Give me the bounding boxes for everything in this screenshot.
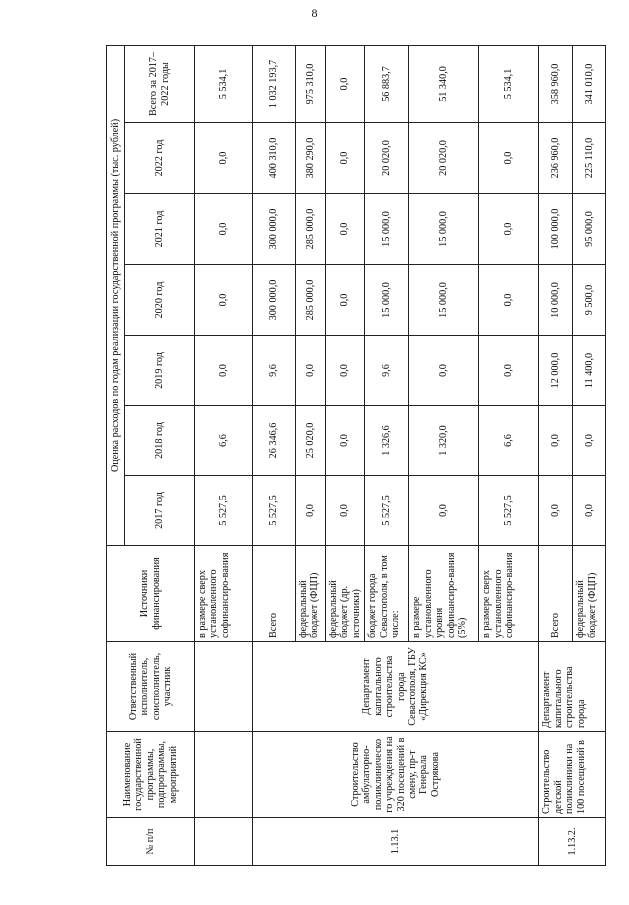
empty-cell [195, 642, 253, 732]
value-cell: 1 326,6 [365, 406, 409, 476]
total-cell: 56 883,7 [365, 45, 409, 122]
value-cell: 0,0 [573, 406, 606, 476]
value-cell: 20 020,0 [409, 123, 479, 194]
value-cell: 0,0 [195, 265, 253, 336]
header-name: Наименование государственной программы, подпрограммы, мероприятий [107, 732, 195, 818]
source-cell: в размере сверх установленного софинансиро-вания [195, 546, 253, 642]
total-cell: 341 010,0 [573, 45, 606, 122]
table-row [539, 45, 573, 865]
value-cell: 285 000,0 [296, 194, 326, 265]
total-cell: 0,0 [326, 45, 365, 122]
value-cell: 10 000,0 [539, 265, 573, 336]
value-cell: 6,6 [195, 406, 253, 476]
header-year: 2020 год [125, 265, 195, 336]
value-cell: 285 000,0 [296, 265, 326, 336]
header-year: 2019 год [125, 336, 195, 406]
value-cell: 0,0 [326, 265, 365, 336]
value-cell: 225 110,0 [573, 123, 606, 194]
value-cell: 0,0 [326, 194, 365, 265]
total-cell: 5 534,1 [195, 45, 253, 122]
empty-cell [195, 732, 253, 818]
header-source: Источники финансирования [107, 546, 195, 642]
value-cell: 0,0 [326, 336, 365, 406]
value-cell: 25 020,0 [296, 406, 326, 476]
value-cell: 300 000,0 [253, 265, 296, 336]
value-cell: 5 527,5 [479, 476, 539, 546]
value-cell: 15 000,0 [365, 265, 409, 336]
header-year: 2021 год [125, 194, 195, 265]
source-cell: Всего [253, 546, 296, 642]
value-cell: 26 346,6 [253, 406, 296, 476]
empty-cell [195, 818, 253, 866]
value-cell: 0,0 [409, 336, 479, 406]
item-executor: Департамент капитального строительства города Севастополя, ГБУ «Дирекция КС» [253, 642, 539, 732]
item-name: Строительство амбулаторно-поликлиническо го учреждения на 320 посещений в смену, пр-т Генерала Острякова [253, 732, 539, 818]
value-cell: 95 000,0 [573, 194, 606, 265]
total-cell: 5 534,1 [479, 45, 539, 122]
value-cell: 5 527,5 [253, 476, 296, 546]
value-cell: 9,6 [253, 336, 296, 406]
value-cell: 9,6 [365, 336, 409, 406]
value-cell: 0,0 [195, 194, 253, 265]
value-cell: 20 020,0 [365, 123, 409, 194]
value-cell: 0,0 [326, 406, 365, 476]
source-cell: в размере сверх установленного софинансиро-вания [479, 546, 539, 642]
value-cell: 0,0 [296, 476, 326, 546]
value-cell: 11 400,0 [573, 336, 606, 406]
value-cell: 15 000,0 [409, 194, 479, 265]
value-cell: 0,0 [479, 123, 539, 194]
budget-table [106, 45, 606, 866]
value-cell: 0,0 [409, 476, 479, 546]
value-cell: 0,0 [479, 265, 539, 336]
value-cell: 0,0 [539, 476, 573, 546]
rotated-table-wrapper [106, 46, 596, 866]
value-cell: 236 960,0 [539, 123, 573, 194]
table-row [253, 45, 296, 865]
item-number: 1.13.2. [539, 818, 606, 866]
source-cell: федеральный бюджет (др. источники) [326, 546, 365, 642]
value-cell: 0,0 [573, 476, 606, 546]
value-cell: 0,0 [479, 194, 539, 265]
item-name: Строительство детской поликлиники на 100 посещений в [539, 732, 606, 818]
header-num: № п/п [107, 818, 195, 866]
value-cell: 0,0 [195, 123, 253, 194]
source-cell: федеральный бюджет (ФЦП) [573, 546, 606, 642]
value-cell: 5 527,5 [195, 476, 253, 546]
value-cell: 0,0 [326, 476, 365, 546]
total-cell: 1 032 193,7 [253, 45, 296, 122]
total-cell: 975 310,0 [296, 45, 326, 122]
source-cell: в размере установленного уровня софинансиро-вания (5%) [409, 546, 479, 642]
page-number: 8 [311, 6, 318, 20]
source-cell: федеральный бюджет (ФЦП) [296, 546, 326, 642]
total-cell: 358 960,0 [539, 45, 573, 122]
header-year: 2017 год [125, 476, 195, 546]
header-year: 2018 год [125, 406, 195, 476]
value-cell: 0,0 [479, 336, 539, 406]
header-year: 2022 год [125, 123, 195, 194]
table-row [195, 45, 253, 865]
value-cell: 1 320,0 [409, 406, 479, 476]
source-cell: Всего [539, 546, 573, 642]
value-cell: 300 000,0 [253, 194, 296, 265]
value-cell: 6,6 [479, 406, 539, 476]
item-number: 1.13.1 [253, 818, 539, 866]
header-estimate-group: Оценка расходов по годам реализации государственной программы (тыс. рублей) [107, 45, 125, 545]
value-cell: 15 000,0 [365, 194, 409, 265]
item-executor: Департамент капитального строительства города [539, 642, 606, 732]
value-cell: 100 000,0 [539, 194, 573, 265]
value-cell: 15 000,0 [409, 265, 479, 336]
source-cell: бюджет города Севастополя, в том числе: [365, 546, 409, 642]
value-cell: 0,0 [326, 123, 365, 194]
value-cell: 12 000,0 [539, 336, 573, 406]
value-cell: 400 310,0 [253, 123, 296, 194]
value-cell: 0,0 [296, 336, 326, 406]
value-cell: 380 290,0 [296, 123, 326, 194]
value-cell: 0,0 [195, 336, 253, 406]
total-cell: 51 340,0 [409, 45, 479, 122]
value-cell: 5 527,5 [365, 476, 409, 546]
value-cell: 9 500,0 [573, 265, 606, 336]
value-cell: 0,0 [539, 406, 573, 476]
header-executor: Ответственный исполнитель, соисполнитель, участник [107, 642, 195, 732]
header-total: Всего за 2017–2022 годы [125, 45, 195, 122]
